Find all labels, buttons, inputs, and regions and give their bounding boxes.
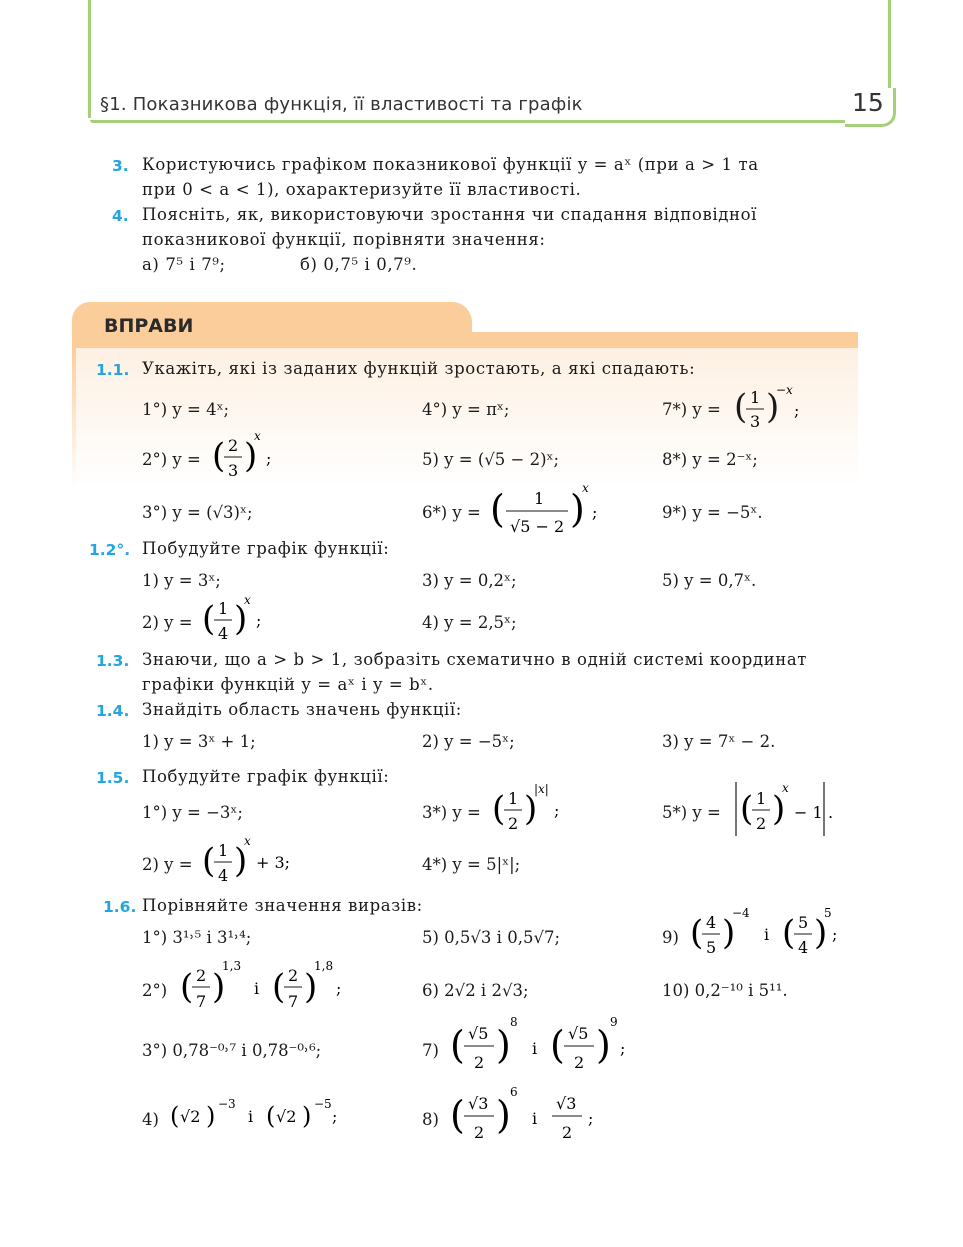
svg-text:1,3: 1,3: [222, 959, 242, 973]
svg-text:і: і: [254, 979, 260, 998]
fraction-power-formula: [200, 592, 280, 648]
exercise-number: 1.3.: [96, 652, 130, 670]
svg-text:(: (: [450, 1093, 465, 1137]
running-header: §1. Показникова функція, її властивості та графік: [100, 94, 583, 115]
exercise-item: 4°) y = πˣ;: [422, 400, 510, 419]
svg-text:(: (: [266, 1102, 276, 1130]
svg-text:1: 1: [750, 388, 761, 407]
svg-text:): ): [302, 1102, 312, 1130]
svg-text:): ): [722, 913, 736, 953]
svg-text:(: (: [492, 789, 506, 829]
svg-text:x: x: [244, 834, 251, 848]
svg-text:(: (: [740, 789, 754, 829]
exercise-item: 3) y = 0,2ˣ;: [422, 571, 517, 590]
exercise-number: 1.5.: [96, 769, 130, 787]
fraction-power-formula: [688, 904, 848, 964]
svg-text:;: ;: [266, 449, 272, 468]
svg-text:− 1: − 1: [794, 803, 823, 822]
svg-text:;: ;: [620, 1039, 626, 1058]
svg-text:і: і: [248, 1107, 254, 1126]
svg-text:;: ;: [832, 925, 838, 944]
exercise-text: Знайдіть область значень функції:: [142, 700, 462, 719]
exercise-item: 5) y = 0,7ˣ.: [662, 571, 757, 590]
svg-text:і: і: [532, 1109, 538, 1128]
svg-text:x: x: [244, 593, 251, 607]
exercise-item: 2) y =: [142, 613, 193, 632]
radical-power-formula: [168, 1090, 348, 1136]
svg-text:(: (: [202, 841, 216, 881]
svg-text:(: (: [450, 1023, 465, 1067]
svg-text:2: 2: [574, 1053, 585, 1072]
svg-text:√5: √5: [568, 1024, 589, 1043]
svg-text:(: (: [272, 967, 286, 1007]
svg-text:): ): [206, 1102, 216, 1130]
exercise-item: 4*) y = 5|ˣ|;: [422, 855, 521, 874]
exercise-item: 8): [422, 1110, 439, 1129]
svg-text:(: (: [490, 487, 505, 531]
exercise-text: графіки функцій y = aˣ і y = bˣ.: [142, 675, 434, 694]
svg-text:1: 1: [534, 489, 545, 508]
svg-text:3: 3: [228, 461, 239, 480]
exercise-item: 3*) y =: [422, 803, 481, 822]
page-frame-left: [88, 0, 91, 118]
svg-text:(: (: [170, 1102, 180, 1130]
svg-text:): ): [304, 967, 318, 1007]
svg-text:(: (: [734, 387, 748, 427]
exercise-text: Побудуйте графік функції:: [142, 767, 390, 786]
exercise-item: 3°) 0,78⁻⁰˒⁷ і 0,78⁻⁰˒⁶;: [142, 1041, 322, 1060]
fraction-power-formula: [732, 382, 812, 438]
question-text: Користуючись графіком показникової функції y = aˣ (при a > 1 та: [142, 155, 759, 174]
svg-text:√2: √2: [276, 1107, 297, 1126]
svg-text:4: 4: [798, 938, 809, 957]
svg-text:): ): [234, 841, 248, 881]
exercise-item: 9*) y = −5ˣ.: [662, 503, 763, 522]
svg-text:): ): [570, 487, 585, 531]
exercise-item: 5*) y =: [662, 803, 721, 822]
question-option: а) 7⁵ і 7⁹;: [142, 255, 226, 274]
exercise-item: 10) 0,2⁻¹⁰ і 5¹¹.: [662, 981, 788, 1000]
svg-text:−3: −3: [218, 1097, 236, 1111]
exercise-item: 3°) y = (√3)ˣ;: [142, 503, 253, 522]
svg-text:): ): [772, 789, 786, 829]
exercise-number: 1.6.: [103, 898, 137, 916]
svg-text:−4: −4: [732, 906, 750, 920]
page-number: 15: [852, 88, 884, 117]
svg-text:): ): [496, 1093, 511, 1137]
svg-text:1: 1: [756, 789, 767, 808]
svg-text:): ): [234, 599, 248, 639]
exercise-item: 1°) 3¹˒⁵ і 3¹˒⁴;: [142, 928, 252, 947]
exercise-item: 9): [662, 928, 679, 947]
svg-text:;: ;: [336, 979, 342, 998]
svg-text:): ): [212, 967, 226, 1007]
svg-text:2: 2: [756, 814, 767, 833]
svg-text:;: ;: [592, 503, 598, 522]
exercise-item: 1°) y = 4ˣ;: [142, 400, 230, 419]
svg-text:;: ;: [256, 611, 262, 630]
svg-text:.: .: [828, 803, 834, 822]
fraction-power-formula: [178, 956, 358, 1018]
svg-text:2: 2: [474, 1123, 485, 1142]
section-left-rule: [72, 348, 76, 488]
exercise-item: 3) y = 7ˣ − 2.: [662, 732, 776, 751]
svg-text:4: 4: [706, 913, 717, 932]
exercise-text: Укажіть, які із заданих функцій зростають, а які спадають:: [142, 359, 696, 378]
svg-text:;: ;: [588, 1109, 594, 1128]
svg-text:): ): [766, 387, 780, 427]
exercise-item: 8*) y = 2⁻ˣ;: [662, 450, 758, 469]
exercise-item: 4) y = 2,5ˣ;: [422, 613, 517, 632]
svg-text:9: 9: [610, 1015, 618, 1029]
svg-text:4: 4: [218, 866, 229, 885]
svg-text:√5 − 2: √5 − 2: [510, 517, 565, 536]
svg-text:5: 5: [798, 913, 809, 932]
svg-text:(: (: [690, 913, 704, 953]
svg-text:2: 2: [508, 814, 519, 833]
exercise-text: Побудуйте графік функції:: [142, 539, 390, 558]
exercise-item: 2°) y =: [142, 450, 201, 469]
svg-text:5: 5: [824, 906, 832, 920]
svg-text:і: і: [532, 1039, 538, 1058]
svg-text:|x|: |x|: [534, 782, 549, 796]
svg-text:√3: √3: [556, 1094, 577, 1113]
svg-text:;: ;: [332, 1107, 338, 1126]
svg-text:1,8: 1,8: [314, 959, 334, 973]
svg-text:4: 4: [218, 624, 229, 643]
exercise-item: 4): [142, 1110, 159, 1129]
question-number: 4.: [112, 207, 129, 225]
svg-text:(: (: [180, 967, 194, 1007]
svg-text:(: (: [202, 599, 216, 639]
svg-text:(: (: [212, 436, 226, 476]
svg-text:√2: √2: [180, 1107, 201, 1126]
svg-text:−x: −x: [776, 383, 793, 397]
svg-text:2: 2: [562, 1123, 573, 1142]
exercise-item: 6) 2√2 і 2√3;: [422, 981, 529, 1000]
exercise-item: 6*) y =: [422, 503, 481, 522]
page-frame-bottom: [90, 120, 890, 123]
exercise-item: 1) y = 3ˣ;: [142, 571, 221, 590]
svg-text:x: x: [582, 481, 589, 495]
exercise-text: Знаючи, що a > b > 1, зобразіть схематично в одній системі координат: [142, 650, 808, 669]
exercise-item: 5) 0,5√3 і 0,5√7;: [422, 928, 561, 947]
svg-text:1: 1: [218, 599, 229, 618]
fraction-power-formula: [448, 1012, 638, 1078]
svg-text:x: x: [254, 429, 261, 443]
svg-text:): ): [596, 1023, 611, 1067]
svg-text:): ): [814, 913, 828, 953]
svg-text:2: 2: [288, 966, 299, 985]
exercise-number: 1.1.: [96, 361, 130, 379]
fraction-power-formula: [210, 428, 290, 486]
exercise-item: 2°): [142, 981, 168, 1000]
svg-text:2: 2: [196, 966, 207, 985]
svg-text:3: 3: [750, 412, 761, 431]
svg-text:8: 8: [510, 1015, 518, 1029]
svg-text:6: 6: [510, 1085, 518, 1099]
exercise-item: 5) y = (√5 − 2)ˣ;: [422, 450, 560, 469]
exercise-item: 2) y = −5ˣ;: [422, 732, 515, 751]
question-text: при 0 < a < 1), охарактеризуйте її властивості.: [142, 180, 582, 199]
question-number: 3.: [112, 157, 129, 175]
svg-text:√3: √3: [468, 1094, 489, 1113]
svg-text:): ): [244, 436, 258, 476]
svg-text:−5: −5: [314, 1097, 332, 1111]
abs-value-formula: [730, 778, 842, 840]
exercise-number: 1.2°.: [89, 541, 131, 559]
svg-text:;: ;: [794, 401, 800, 420]
svg-text:(: (: [550, 1023, 565, 1067]
fraction-power-formula: [448, 1082, 618, 1148]
question-option: б) 0,7⁵ і 0,7⁹.: [300, 255, 418, 274]
question-text: Поясніть, як, використовуючи зростання чи спадання відповідної: [142, 205, 757, 224]
svg-text:;: ;: [554, 801, 560, 820]
svg-text:+ 3;: + 3;: [256, 853, 291, 872]
exercise-item: 7): [422, 1041, 439, 1060]
svg-text:7: 7: [288, 992, 299, 1011]
svg-text:1: 1: [218, 841, 229, 860]
svg-text:2: 2: [228, 436, 239, 455]
svg-text:7: 7: [196, 992, 207, 1011]
fraction-power-formula: [488, 480, 608, 542]
svg-text:(: (: [782, 913, 796, 953]
exercise-item: 1) y = 3ˣ + 1;: [142, 732, 256, 751]
exercise-text: Порівняйте значення виразів:: [142, 896, 423, 915]
question-text: показникової функції, порівняти значення:: [142, 230, 546, 249]
svg-text:x: x: [782, 781, 789, 795]
svg-text:5: 5: [706, 938, 717, 957]
svg-text:2: 2: [474, 1053, 485, 1072]
page-frame-right: [888, 0, 891, 90]
fraction-power-formula: [200, 832, 310, 890]
exercise-item: 2) y =: [142, 855, 193, 874]
svg-text:і: і: [764, 925, 770, 944]
exercise-item: 7*) y =: [662, 400, 721, 419]
svg-text:): ): [496, 1023, 511, 1067]
fraction-power-formula: [490, 780, 570, 838]
svg-text:√5: √5: [468, 1024, 489, 1043]
exercise-item: 1°) y = −3ˣ;: [142, 803, 243, 822]
section-title: ВПРАВИ: [104, 315, 194, 337]
svg-text:): ): [524, 789, 538, 829]
exercise-number: 1.4.: [96, 702, 130, 720]
svg-text:1: 1: [508, 789, 519, 808]
